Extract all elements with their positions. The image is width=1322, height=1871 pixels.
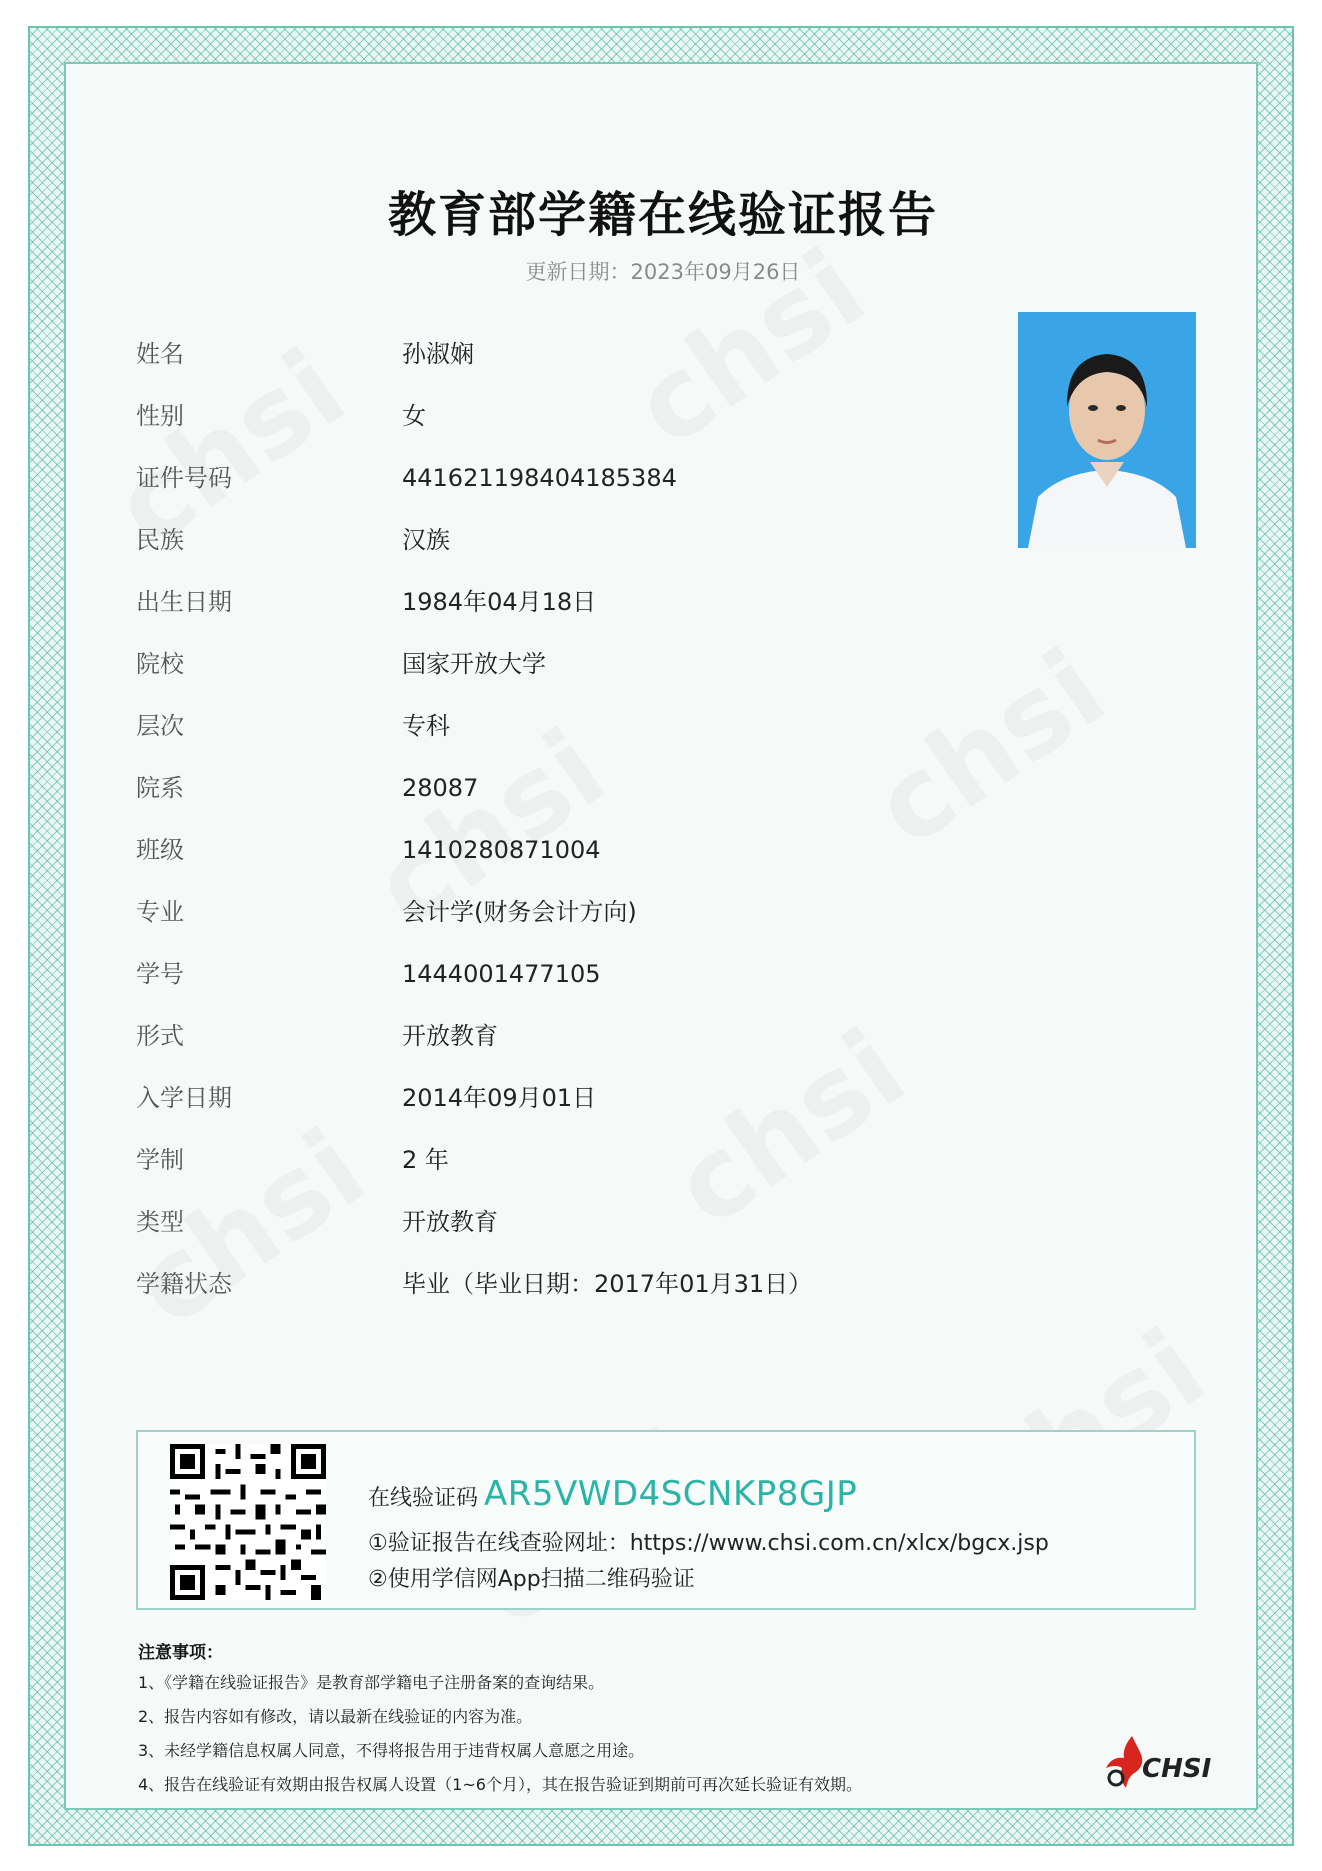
field-label: 出生日期 [136,588,232,616]
field-label: 学号 [136,960,184,988]
field-value: 国家开放大学 [402,650,546,678]
field-label: 专业 [136,898,184,926]
verification-code-label: 在线验证码 [368,1486,479,1511]
field-label: 性别 [136,402,184,430]
field-row [136,644,1036,684]
field-row [136,892,1036,932]
field-value: 开放教育 [402,1208,498,1236]
field-value: 2 年 [402,1146,449,1174]
updated-date: 更新日期：2023年09月26日 [525,260,801,284]
note-item: 3、未经学籍信息权属人同意，不得将报告用于违背权属人意愿之用途。 [138,1741,645,1760]
field-label: 学制 [136,1146,184,1174]
field-label: 入学日期 [136,1084,232,1112]
field-label: 学籍状态 [136,1270,232,1298]
field-value: 女 [402,402,426,430]
verification-url-tip[interactable]: ①验证报告在线查验网址：https://www.chsi.com.cn/xlcx/bgcx.jsp [368,1531,1049,1556]
field-row [136,458,1036,498]
field-value: 28087 [402,774,479,802]
field-label: 院系 [136,774,184,802]
chsi-logo-text: CHSI [1142,1754,1212,1784]
field-label: 证件号码 [136,464,232,492]
note-item: 1、《学籍在线验证报告》是教育部学籍电子注册备案的查询结果。 [138,1673,605,1692]
field-value: 1444001477105 [402,960,601,988]
report-sheet [64,62,1258,1810]
field-value: 1984年04月18日 [402,588,597,616]
chsi-logo-icon [1102,1734,1146,1790]
field-row [136,768,1036,808]
field-value: 汉族 [402,526,450,554]
field-value: 毕业（毕业日期：2017年01月31日） [402,1270,813,1298]
field-value: 孙淑娴 [402,340,474,368]
field-value: 2014年09月01日 [402,1084,597,1112]
field-label: 院校 [136,650,184,678]
verification-app-tip: ②使用学信网App扫描二维码验证 [368,1567,695,1592]
student-photo [1018,312,1196,548]
field-row [136,830,1036,870]
field-row [136,954,1036,994]
note-item: 2、报告内容如有修改，请以最新在线验证的内容为准。 [138,1707,533,1726]
field-value: 1410280871004 [402,836,601,864]
field-row [136,520,1036,560]
field-label: 姓名 [136,340,184,368]
field-row [136,1202,1036,1242]
field-row [136,706,1036,746]
verification-code-line [368,1474,857,1514]
field-label: 民族 [136,526,184,554]
report-title: 教育部学籍在线验证报告 [387,187,938,243]
field-row [136,1140,1036,1180]
field-label: 类型 [136,1208,184,1236]
field-row [136,334,1036,374]
field-row [136,1264,1036,1304]
qr-code-icon[interactable] [170,1444,326,1600]
field-label: 班级 [136,836,184,864]
field-value: 会计学(财务会计方向) [402,898,637,926]
field-label: 形式 [136,1022,184,1050]
field-value: 开放教育 [402,1022,498,1050]
note-item: 4、报告在线验证有效期由报告权属人设置（1~6个月），其在报告验证到期前可再次延长验证有效期。 [138,1775,862,1794]
chsi-logo [1102,1734,1212,1794]
field-row [136,1078,1036,1118]
field-row [136,396,1036,436]
field-value: 专科 [402,712,450,740]
field-label: 层次 [136,712,184,740]
field-value: 441621198404185384 [402,464,677,492]
notes-title: 注意事项： [138,1643,223,1663]
verification-box [136,1430,1196,1610]
verification-code: AR5VWD4SCNKP8GJP [484,1474,858,1514]
field-row [136,1016,1036,1056]
field-row [136,582,1036,622]
